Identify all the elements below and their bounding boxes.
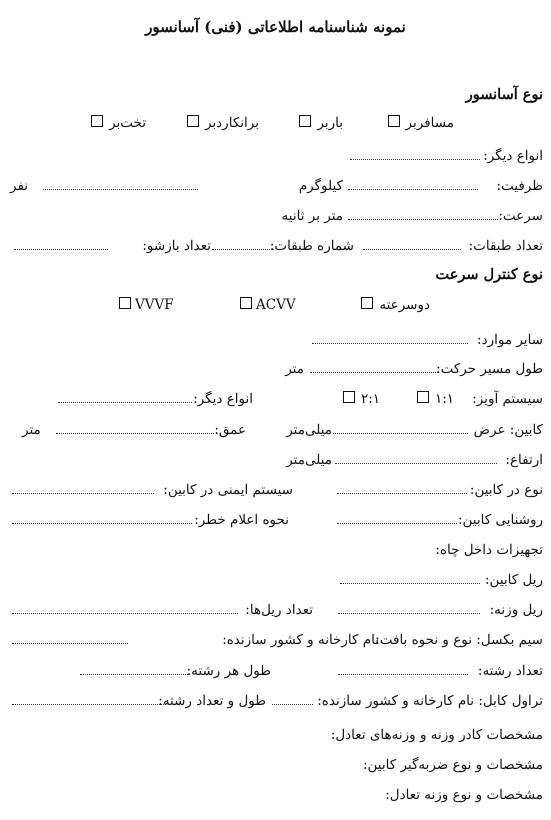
option-stretcher[interactable] — [187, 114, 259, 132]
height-label: ارتفاع: — [505, 452, 543, 468]
rope-type-label: سیم بکسل: نوع و نحوه بافت: — [375, 632, 543, 648]
floor-numbering-label: شماره طبقات: — [269, 238, 354, 254]
option-acvv[interactable] — [240, 296, 296, 314]
option-label: ۱:۱ — [434, 391, 454, 407]
openings-label: تعداد بازشو: — [142, 238, 211, 254]
other-types-label: انواع دیگر: — [483, 148, 543, 164]
spec-frame-label: مشخصات کادر وزنه و وزنه‌های تعادل: — [330, 727, 543, 743]
strand-count-label: تعداد رشته: — [477, 663, 543, 679]
option-label: VVVF — [135, 297, 174, 313]
counterweight-rail-field[interactable] — [338, 601, 480, 614]
other-types-field[interactable] — [350, 147, 480, 160]
checkbox[interactable] — [119, 297, 131, 309]
speed-label: سرعت: — [498, 208, 543, 224]
checkbox[interactable] — [388, 115, 400, 127]
checkbox[interactable] — [417, 391, 429, 403]
checkbox[interactable] — [187, 115, 199, 127]
page-title: نمونه شناسنامه اطلاعاتی (فنی) آسانسور — [145, 18, 406, 36]
option-label: تخت‌بر — [109, 115, 146, 131]
travel-length-label: طول مسیر حرکت: — [436, 361, 543, 377]
cabin-door-label: نوع در کابین: — [469, 482, 543, 498]
cabin-lighting-field[interactable] — [337, 511, 457, 524]
option-1-1[interactable] — [417, 390, 454, 408]
checkbox[interactable] — [343, 391, 355, 403]
floor-numbering-field[interactable] — [212, 237, 274, 250]
capacity-person-unit: نفر — [10, 178, 29, 194]
option-two-speed[interactable] — [361, 296, 430, 314]
floor-count-field[interactable] — [363, 237, 461, 250]
strand-count-field[interactable] — [338, 662, 468, 675]
cabin-rail-label: ریل کابین: — [485, 572, 543, 588]
travel-length-field[interactable] — [310, 360, 438, 373]
alarm-method-field[interactable] — [12, 511, 192, 524]
cabin-door-field[interactable] — [337, 481, 467, 494]
option-label: باربر — [317, 115, 343, 131]
cabin-depth-unit: متر — [22, 422, 41, 438]
height-field[interactable] — [335, 451, 497, 464]
rope-maker-field[interactable] — [12, 631, 128, 644]
travel-cable-length-field[interactable] — [12, 692, 166, 705]
shaft-equipment-heading: تجهیزات داخل چاه: — [435, 542, 543, 558]
counterweight-rail-label: ریل وزنه: — [489, 602, 543, 618]
option-label: ACVV — [256, 297, 296, 313]
option-2-1[interactable] — [343, 390, 380, 408]
cabin-lighting-label: روشنایی کابین: — [457, 512, 543, 528]
rail-count-label: تعداد ریل‌ها: — [245, 602, 313, 618]
other-items-label: سایر موارد: — [477, 332, 543, 348]
checkbox[interactable] — [299, 115, 311, 127]
travel-cable-maker-field[interactable] — [272, 692, 313, 705]
capacity-kg-field[interactable] — [348, 177, 478, 190]
cabin-safety-label: سیستم ایمنی در کابین: — [163, 482, 293, 498]
cabin-width-field[interactable] — [333, 421, 468, 434]
option-label: مسافربر — [405, 115, 454, 131]
checkbox[interactable] — [240, 297, 252, 309]
rail-count-field[interactable] — [12, 601, 238, 614]
suspension-other-field[interactable] — [58, 390, 192, 403]
capacity-kg-unit: کیلوگرم — [298, 178, 343, 194]
suspension-other-label: انواع دیگر: — [193, 391, 253, 407]
cabin-depth-label: عمق: — [214, 422, 246, 438]
option-label: دوسرعته — [379, 297, 430, 313]
travel-length-unit: متر — [285, 361, 304, 377]
speed-unit: متر بر ثانیه — [281, 208, 343, 224]
spec-counterweight-label: مشخصات و نوع وزنه تعادل: — [385, 787, 543, 803]
option-freight[interactable] — [299, 114, 343, 132]
option-vvvf[interactable] — [119, 296, 174, 314]
rope-maker-label: نام کارخانه و کشور سازنده: — [222, 632, 379, 648]
height-unit: میلی‌متر — [286, 452, 332, 468]
spec-buffer-label: مشخصات و نوع ضربه‌گیر کابین: — [362, 757, 543, 773]
strand-length-label: طول هر رشته: — [186, 663, 271, 679]
checkbox[interactable] — [361, 297, 373, 309]
checkbox[interactable] — [91, 115, 103, 127]
option-label: برانکاردبر — [204, 115, 259, 131]
cabin-width-unit: میلی‌متر — [286, 422, 332, 438]
floor-count-label: تعداد طبقات: — [468, 238, 543, 254]
alarm-method-label: نحوه اعلام خطر: — [194, 512, 289, 528]
openings-field[interactable] — [14, 237, 108, 250]
travel-cable-length-label: طول و تعداد رشته: — [158, 693, 266, 709]
option-bed[interactable] — [91, 114, 146, 132]
travel-cable-label: تراول کابل: نام کارخانه و کشور سازنده: — [317, 693, 543, 709]
suspension-label: سیستم آویز: — [472, 391, 543, 407]
cabin-safety-field[interactable] — [12, 481, 154, 494]
cabin-width-label: کابین: عرض — [473, 422, 543, 438]
speed-field[interactable] — [348, 207, 498, 220]
option-passenger[interactable] — [388, 114, 455, 132]
capacity-label: ظرفیت: — [496, 178, 543, 194]
strand-length-field[interactable] — [80, 662, 190, 675]
cabin-rail-field[interactable] — [340, 571, 480, 584]
capacity-person-field[interactable] — [43, 177, 198, 190]
cabin-depth-field[interactable] — [56, 421, 214, 434]
speed-control-heading: نوع کنترل سرعت — [435, 266, 543, 283]
other-items-field[interactable] — [312, 331, 468, 344]
option-label: ۲:۱ — [360, 391, 380, 407]
elevator-type-heading: نوع آسانسور — [465, 86, 543, 103]
